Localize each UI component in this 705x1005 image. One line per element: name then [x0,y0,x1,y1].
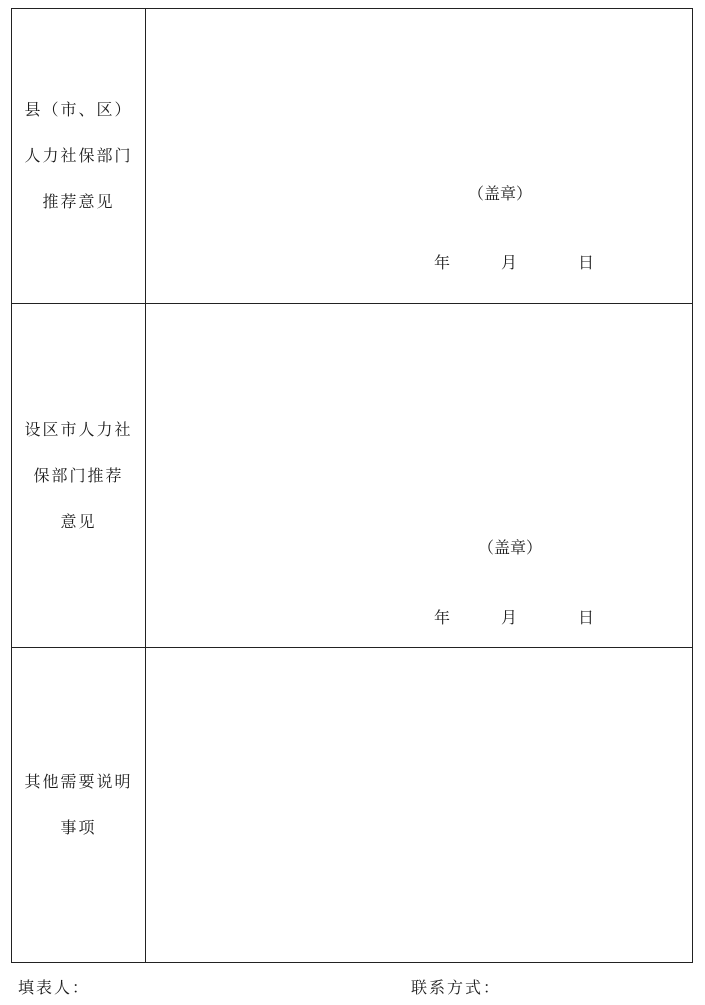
city-recommendation-label [12,304,146,648]
other-notes-field[interactable] [146,648,693,963]
month-label: 月 [501,608,518,627]
seal-text: （盖章） [468,184,533,203]
label-line: 人力社保部门 [24,146,133,165]
county-recommendation-field[interactable] [146,9,693,304]
filler-label: 填表人： [18,978,91,997]
month-label: 月 [501,253,518,272]
year-label: 年 [434,608,451,627]
county-recommendation-label [12,9,146,304]
label-line: 其他需要说明 [24,772,133,791]
city-recommendation-row [12,304,693,648]
label-line: 推荐意见 [42,192,115,211]
city-recommendation-field[interactable] [146,304,693,648]
day-label: 日 [578,253,595,272]
day-label: 日 [578,608,595,627]
label-line: 事项 [60,818,97,837]
label-line: 保部门推荐 [33,465,124,485]
label-line: 设区市人力社 [24,419,133,439]
seal-text: （盖章） [478,538,543,557]
contact-label: 联系方式： [411,978,502,997]
other-notes-row [12,648,693,963]
county-recommendation-row [12,9,693,304]
recommendation-form-table [11,8,693,963]
other-notes-label [12,648,146,963]
label-line: 意见 [60,511,97,531]
year-label: 年 [434,253,451,272]
label-line: 县（市、区） [24,100,133,119]
